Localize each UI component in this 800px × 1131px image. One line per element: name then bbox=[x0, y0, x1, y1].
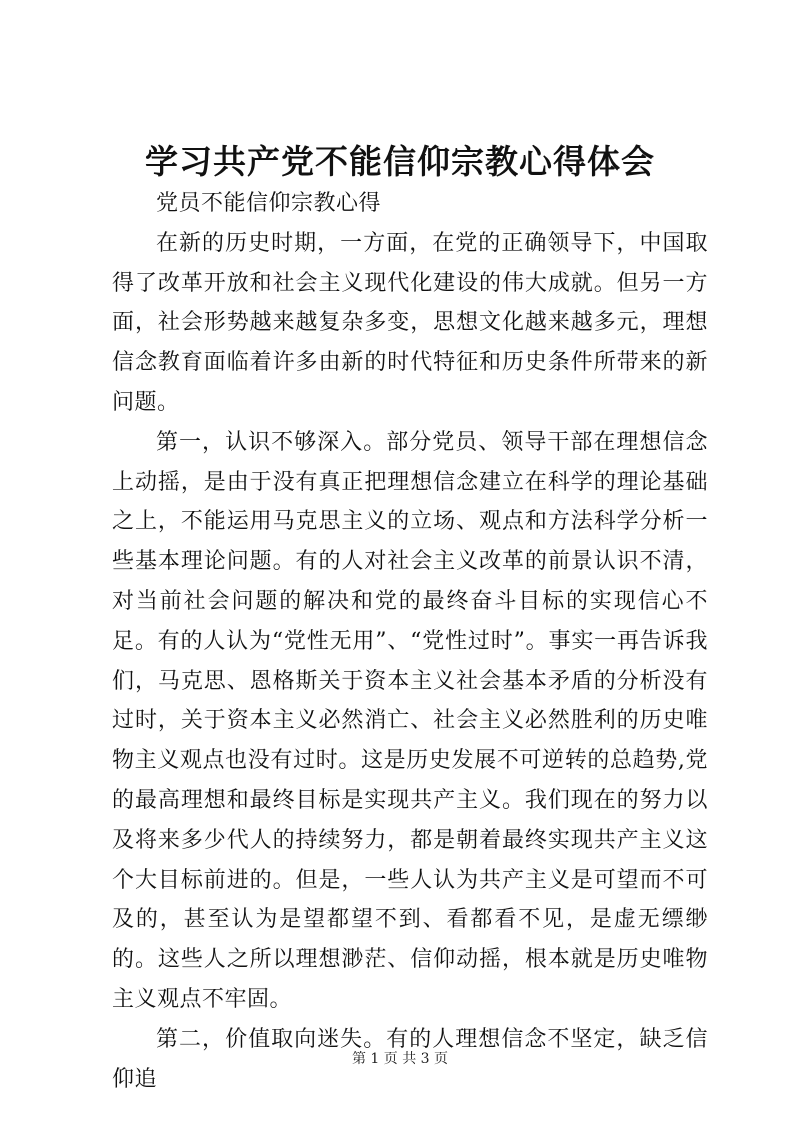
document-body bbox=[112, 184, 708, 1099]
subtitle-paragraph: 党员不能信仰宗教心得 bbox=[156, 191, 382, 216]
point-two-paragraph: 第二，价值取向迷失。有的人理想信念不坚定，缺乏信仰追 bbox=[112, 1026, 708, 1092]
document-title: 学习共产党不能信仰宗教心得体会 bbox=[145, 142, 655, 181]
point-one-paragraph: 第一，认识不够深入。部分党员、领导干部在理想信念上动摇，是由于没有真正把理想信念建立在科学的理论基础之上，不能运用马克思主义的立场、观点和方法科学分析一些基本理论问题。有的人对社会主义改革的前景认识不清，对当前社会问题的解决和党的最终奋斗目标的实现信心不足。有的人认为“党性无用”、“党性过时”。事实一再告诉我们，马克思、恩格斯关于资本主义社会基本矛盾的分析没有过时，关于资本主义必然消亡、社会主义必然胜利的历史唯物主义观点也没有过时。这是历史发展不可逆转的总趋势,党的最高理想和最终目标是实现共产主义。我们现在的努力以及将来多少代人的持续努力，都是朝着最终实现共产主义这个大目标前进的。但是，一些人认为共产主义是可望而不可及的，甚至认为是望都望不到、看都看不见，是虚无缥缈的。这些人之所以理想渺茫、信仰动摇，根本就是历史唯物主义观点不牢固。 bbox=[112, 429, 708, 1012]
intro-paragraph: 在新的历史时期，一方面，在党的正确领导下，中国取得了改革开放和社会主义现代化建设的伟大成就。但另一方面，社会形势越来越复杂多变，思想文化越来越多元，理想信念教育面临着许多由新的时代特征和历史条件所带来的新问题。 bbox=[112, 230, 708, 415]
page-footer: 第 1 页 共 3 页 bbox=[351, 1051, 449, 1067]
